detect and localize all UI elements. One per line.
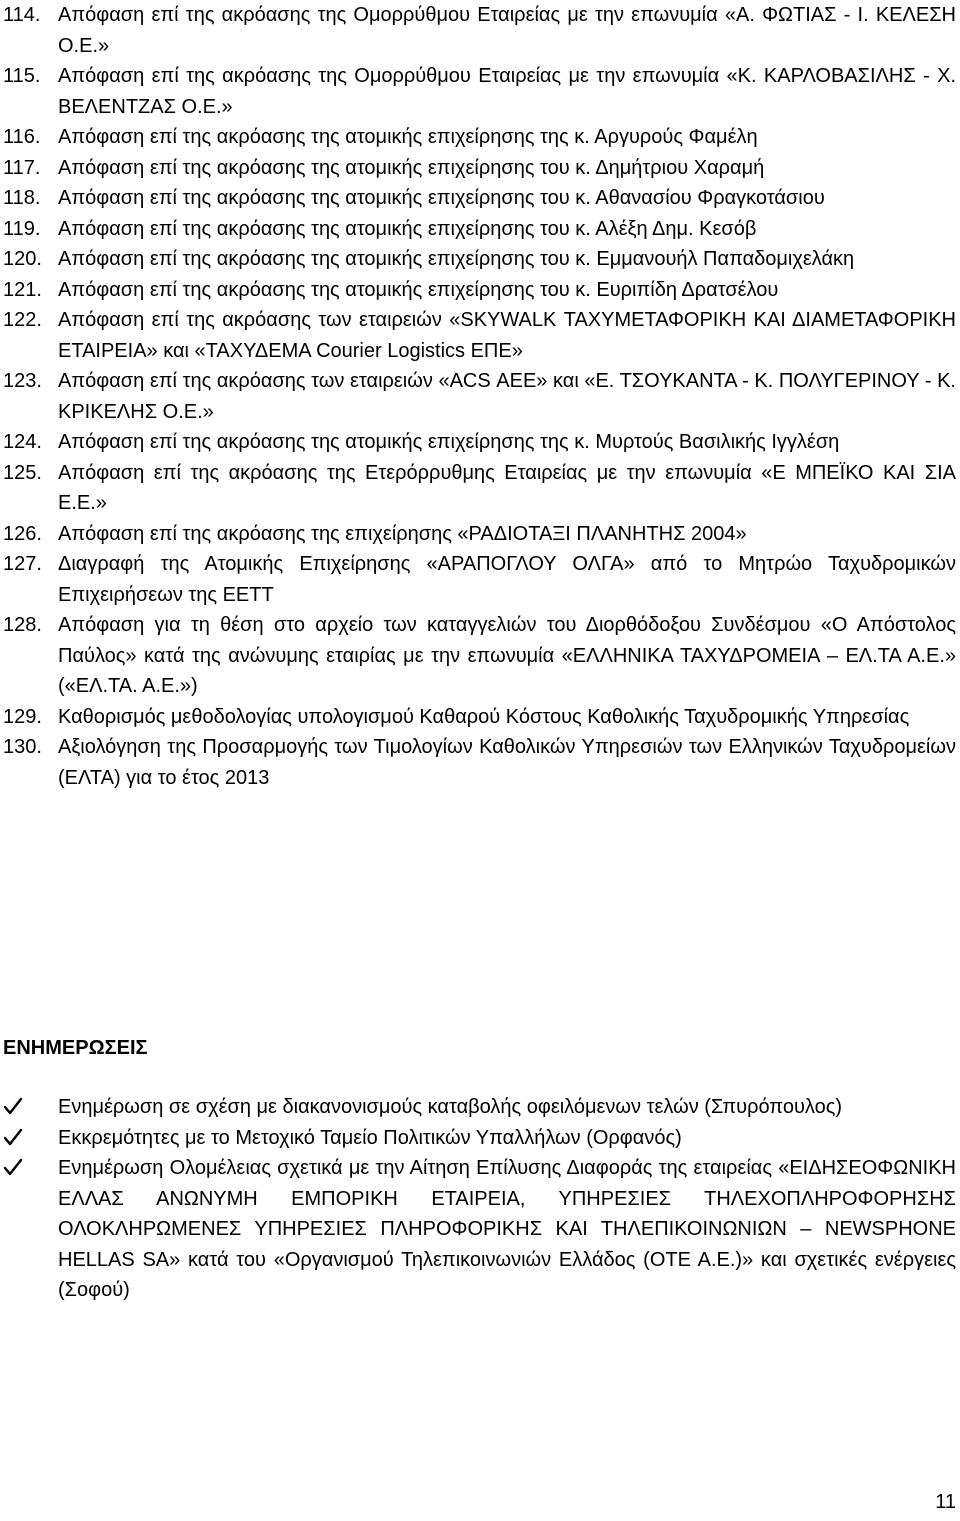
item-text: Απόφαση επί της ακρόασης της Ομορρύθμου Εταιρείας με την επωνυμία «Α. ΦΩΤΙΑΣ - Ι. ΚΕΛΕΣΗ Ο.Ε.» xyxy=(58,4,956,57)
item-number: 116. xyxy=(3,126,41,148)
list-item xyxy=(0,153,960,184)
list-item xyxy=(0,366,960,427)
item-number: 119. xyxy=(3,217,41,240)
item-number: 124. xyxy=(3,431,42,453)
item-number: 120. xyxy=(3,248,42,270)
update-text: Ενημέρωση Ολομέλειας σχετικά με την Αίτηση Επίλυσης Διαφοράς της εταιρείας «ΕΙΔΗΣΕΟΦΩΝΙΚΗ ΕΛΛΑΣ ΑΝΩΝΥΜΗ ΕΜΠΟΡΙΚΗ ΕΤΑΙΡΕΙΑ, ΥΠΗΡΕΣΙΕΣ ΤΗΛΕΧΟΠΛΗΡΟΦΟΡΗΣΗΣ ΟΛΟΚΛΗΡΩΜΕΝΕΣ ΥΠΗΡΕΣΙΕΣ ΠΛΗΡΟΦΟΡΙΚΗΣ ΚΑΙ ΤΗΛΕΠΙΚΟΙΝΩΝΙΩΝ – NEWSPHONE HELLAS SA» κατά του «Οργανισμού Τηλεπικοινωνιών Ελλάδος (ΟΤΕ Α.Ε.)» και σχετικές ενέργειες (Σοφού) xyxy=(58,1157,956,1301)
list-item xyxy=(0,549,960,610)
item-text: Απόφαση επί της ακρόασης της ατομικής επιχείρησης του κ. Αλέξη Δημ. Κεσόβ xyxy=(58,217,757,240)
item-number: 115. xyxy=(3,65,41,87)
page-number: 11 xyxy=(935,1491,956,1513)
list-item xyxy=(0,183,960,214)
list-item xyxy=(0,0,960,61)
list-item xyxy=(0,244,960,275)
list-item xyxy=(0,1153,960,1306)
item-text: Απόφαση επί της ακρόασης της Ετερόρρυθμης Εταιρείας με την επωνυμία «Ε ΜΠΕΪΚΟ ΚΑΙ ΣΙΑ Ε.Ε.» xyxy=(58,461,956,514)
list-item xyxy=(0,519,960,550)
list-item xyxy=(0,702,960,733)
check-mark-icon xyxy=(0,1123,58,1149)
item-text: Διαγραφή της Ατομικής Επιχείρησης «ΑΡΑΠΟΓΛΟΥ ΟΛΓΑ» από το Μητρώο Ταχυδρομικών Επιχειρήσεων της ΕΕΤΤ xyxy=(58,553,956,606)
item-number: 123. xyxy=(3,370,42,392)
update-text: Εκκρεμότητες με το Μετοχικό Ταμείο Πολιτικών Υπαλλήλων (Ορφανός) xyxy=(58,1126,682,1149)
item-number: 128. xyxy=(3,614,42,636)
item-number: 130. xyxy=(3,736,42,758)
item-text: Καθορισμός μεθοδολογίας υπολογισμού Καθαρού Κόστους Καθολικής Ταχυδρομικής Υπηρεσίας xyxy=(58,705,910,728)
list-item xyxy=(0,275,960,306)
list-item xyxy=(0,610,960,702)
item-text: Απόφαση για τη θέση στο αρχείο των καταγγελιών του Διορθόδοξου Συνδέσμου «Ο Απόστολος Παύλος» κατά της ανώνυμης εταιρίας με την επωνυμία «ΕΛΛΗΝΙΚΑ ΤΑΧΥΔΡΟΜΕΙΑ – ΕΛ.ΤΑ Α.Ε.» («ΕΛ.ΤΑ. Α.Ε.») xyxy=(58,614,956,697)
update-text: Ενημέρωση σε σχέση με διακανονισμούς καταβολής οφειλόμενων τελών (Σπυρόπουλος) xyxy=(58,1096,843,1118)
item-text: Απόφαση επί της ακρόασης της Ομορρύθμου Εταιρείας με την επωνυμία «Κ. ΚΑΡΛΟΒΑΣΙΛΗΣ - Χ. ΒΕΛΕΝΤΖΑΣ Ο.Ε.» xyxy=(58,65,956,118)
item-text: Απόφαση επί της ακρόασης της ατομικής επιχείρησης του κ. Αθανασίου Φραγκοτάσιου xyxy=(58,187,825,209)
list-item xyxy=(0,732,960,793)
item-text: Απόφαση επί της ακρόασης της ατομικής επιχείρησης του κ. Δημήτριου Χαραμή xyxy=(58,156,765,179)
item-number: 125. xyxy=(3,461,42,484)
item-number: 114. xyxy=(3,4,41,26)
item-text: Απόφαση επί της ακρόασης των εταιρειών «ACS ΑΕΕ» και «Ε. ΤΣΟΥΚΑΝΤΑ - Κ. ΠΟΛΥΓΕΡΙΝΟΥ - Κ. ΚΡΙΚΕΛΗΣ Ο.Ε.» xyxy=(58,370,956,423)
list-item xyxy=(0,458,960,519)
updates-list xyxy=(0,1092,960,1306)
item-text: Απόφαση επί της ακρόασης της ατομικής επιχείρησης του κ. Ευριπίδη Δρατσέλου xyxy=(58,278,779,301)
list-item xyxy=(0,214,960,245)
check-mark-icon xyxy=(0,1092,58,1118)
item-number: 127. xyxy=(3,553,42,575)
updates-heading: ΕΝΗΜΕΡΩΣΕΙΣ xyxy=(3,1037,148,1059)
list-item xyxy=(0,122,960,153)
check-mark-icon xyxy=(0,1153,58,1179)
item-number: 121. xyxy=(3,278,42,301)
item-text: Απόφαση επί της ακρόασης της ατομικής επιχείρησης της κ. Μυρτούς Βασιλικής Ιγγλέση xyxy=(58,431,840,453)
item-number: 122. xyxy=(3,309,42,331)
list-item xyxy=(0,305,960,366)
item-text: Απόφαση επί της ακρόασης της επιχείρησης «ΡΑΔΙΟΤΑΞΙ ΠΛΑΝΗΤΗΣ 2004» xyxy=(58,522,747,545)
item-text: Απόφαση επί της ακρόασης της ατομικής επιχείρησης του κ. Εμμανουήλ Παπαδομιχελάκη xyxy=(58,248,855,270)
list-item xyxy=(0,61,960,122)
list-item xyxy=(0,427,960,458)
item-text: Απόφαση επί της ακρόασης των εταιρειών «SKYWALK ΤΑΧΥΜΕΤΑΦΟΡΙΚΗ ΚΑΙ ΔΙΑΜΕΤΑΦΟΡΙΚΗ ΕΤΑΙΡΕΙΑ» και «ΤΑΧΥΔΕΜΑ Courier Logistics ΕΠΕ» xyxy=(58,309,956,362)
item-number: 117. xyxy=(3,156,41,179)
list-item xyxy=(0,1123,960,1154)
item-text: Αξιολόγηση της Προσαρμογής των Τιμολογίων Καθολικών Υπηρεσιών των Ελληνικών Ταχυδρομείων (ΕΛΤΑ) για το έτος 2013 xyxy=(58,736,956,789)
item-text: Απόφαση επί της ακρόασης της ατομικής επιχείρησης της κ. Αργυρούς Φαμέλη xyxy=(58,126,758,148)
item-number: 129. xyxy=(3,705,42,728)
list-item xyxy=(0,1092,960,1123)
item-number: 126. xyxy=(3,522,42,545)
item-number: 118. xyxy=(3,187,41,209)
